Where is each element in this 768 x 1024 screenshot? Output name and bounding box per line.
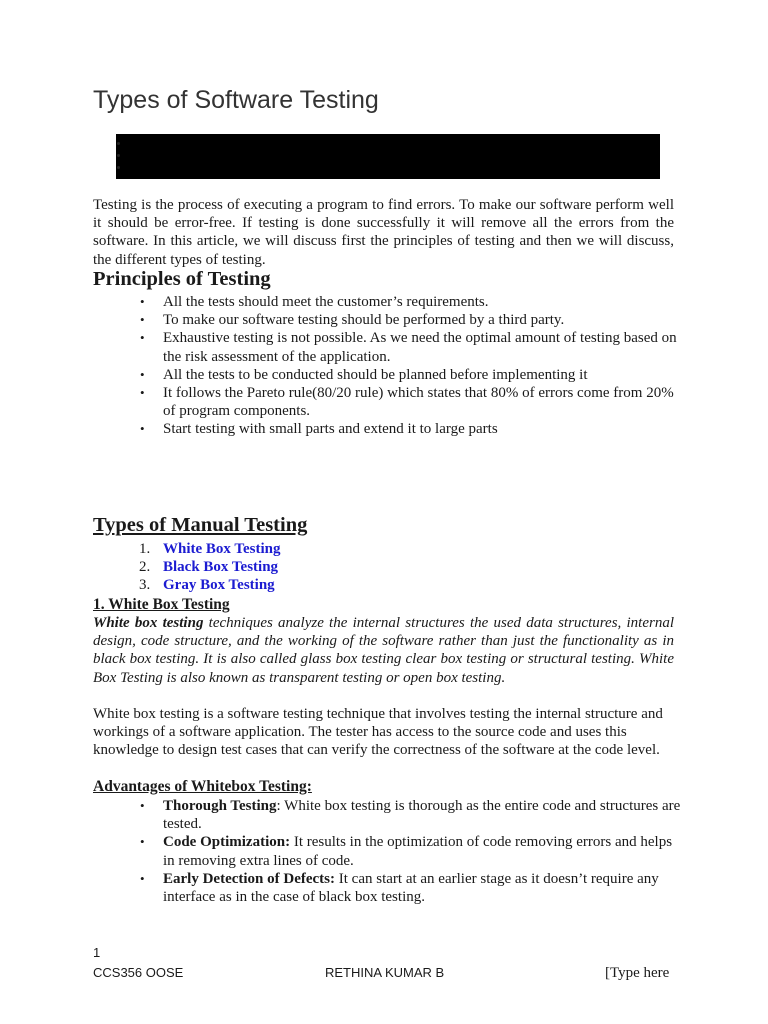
- list-item: [93, 797, 683, 833]
- white-box-plain-paragraph: White box testing is a software testing technique that involves testing the internal structure and workings of a software application. The tester has access to the source code and uses this knowledge to design test cases that can verify the correctness of the software at the code level.: [93, 706, 663, 759]
- advantage-desc: It can start at an earlier stage as it doesn’t require any interface as in the case of black box testing.: [163, 870, 659, 906]
- principles-list: [93, 293, 683, 439]
- list-item: • Exhaustive testing is not possible. As we need the optimal amount of testing based on the risk assessment of the application.: [93, 329, 683, 365]
- advantages-list: [93, 797, 683, 906]
- list-item: [93, 833, 683, 869]
- advantage-term: Thorough Testing: [163, 798, 277, 814]
- list-number: 2.: [139, 559, 151, 576]
- list-number: 3.: [139, 577, 151, 594]
- list-item: • It follows the Pareto rule(80/20 rule) which states that 80% of errors come from 20% of program components.: [93, 384, 683, 420]
- white-box-italic-text: techniques analyze the internal structures the used data structures, internal design, code structure, and the working of the software rather than just the functionality as in black box testing. It is also called glass box testing clear box testing or structural testing. White Box Testing is also known as transparent testing or open box testing.: [93, 615, 674, 686]
- list-item: • All the tests to be conducted should be planned before implementing it: [93, 366, 683, 384]
- gray-box-link[interactable]: Gray Box Testing: [163, 577, 275, 594]
- advantage-desc: : White box testing is thorough as the entire code and structures are tested.: [163, 798, 681, 833]
- banner-dot: [117, 166, 120, 169]
- advantage-term: Early Detection of Defects:: [163, 870, 336, 887]
- list-item: [93, 540, 281, 558]
- footer-course: CCS356 OOSE: [93, 965, 184, 980]
- list-item: • All the tests should meet the customer’s requirements.: [93, 293, 683, 311]
- page-number: 1: [93, 945, 101, 960]
- list-number: 1.: [139, 541, 151, 557]
- advantage-term: Code Optimization:: [163, 834, 291, 851]
- banner-dot: [117, 142, 120, 145]
- white-box-heading: 1. White Box Testing: [93, 596, 230, 613]
- principles-heading: Principles of Testing: [93, 268, 271, 290]
- white-box-italic-paragraph: [93, 614, 674, 687]
- black-banner-image: [116, 134, 660, 179]
- intro-paragraph: Testing is the process of executing a program to find errors. To make our software perform well it should be error-free. If testing is done successfully it will remove all the errors from the software. In this article, we will discuss first the principles of testing and then we will discuss, the different types of testing.: [93, 197, 674, 268]
- footer-placeholder: [Type here: [605, 965, 670, 981]
- white-box-link[interactable]: White Box Testing: [163, 541, 281, 557]
- banner-dot: [117, 154, 120, 157]
- list-item: [93, 576, 281, 594]
- page-title: Types of Software Testing: [93, 86, 379, 114]
- footer-author: RETHINA KUMAR B: [325, 965, 445, 980]
- white-box-lead: White box testing: [93, 615, 204, 631]
- manual-testing-list: [93, 540, 281, 595]
- list-item: • Start testing with small parts and extend it to large parts: [93, 420, 683, 438]
- list-item: [93, 870, 683, 906]
- advantage-desc: It results in the optimization of code removing errors and helps in removing extra lines of code.: [163, 834, 673, 869]
- advantages-heading: Advantages of Whitebox Testing:: [93, 778, 312, 795]
- list-item: [93, 558, 281, 576]
- list-item: • To make our software testing should be performed by a third party.: [93, 311, 683, 329]
- manual-testing-heading: Types of Manual Testing: [93, 514, 308, 536]
- black-box-link[interactable]: Black Box Testing: [163, 559, 279, 576]
